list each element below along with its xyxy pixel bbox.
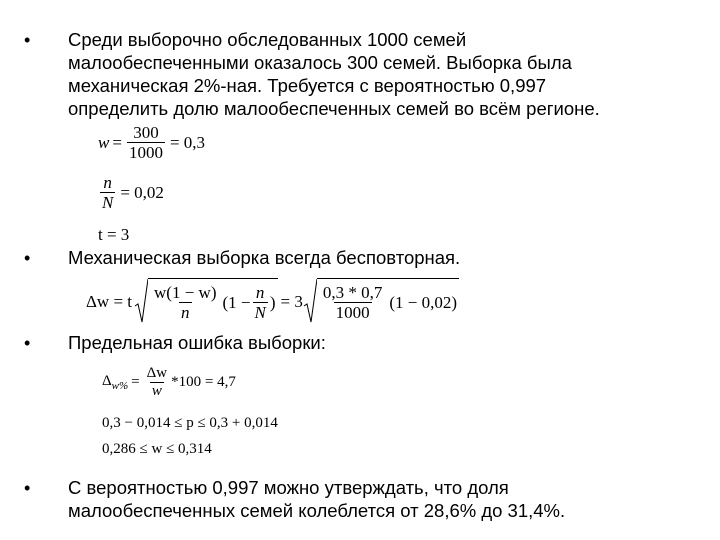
sqrt-1-fraction xyxy=(152,284,218,321)
bullet-2: • xyxy=(24,248,31,268)
formula-nN-num: n xyxy=(103,173,112,192)
paragraph-1-line-1: Среди выборочно обследованных 1000 семей xyxy=(68,29,467,50)
rel-lhs xyxy=(102,374,128,392)
rel-rest: *100 = 4,7 xyxy=(171,374,236,390)
bullet-4: • xyxy=(24,478,31,498)
rel-num: Δw xyxy=(146,365,168,381)
sqrt-1-body xyxy=(148,278,277,324)
rel-lhs-symbol: Δ xyxy=(102,372,112,389)
rel-fraction xyxy=(145,366,169,399)
formula-w xyxy=(98,124,205,161)
formula-nN-result: = 0,02 xyxy=(120,183,164,202)
formula-delta-eq2: = 3 xyxy=(280,291,303,311)
paragraph-2: Механическая выборка всегда бесповторная. xyxy=(68,247,461,268)
interval-p: 0,3 − 0,014 ≤ p ≤ 0,3 + 0,014 xyxy=(102,415,278,431)
paren-1-close: ) xyxy=(269,293,276,312)
formula-delta-w xyxy=(86,278,459,324)
sqrt-1-sign-icon xyxy=(134,278,148,324)
formula-w-lhs: w xyxy=(98,133,110,152)
paragraph-4-line-1: С вероятностью 0,997 можно утверждать, что доля xyxy=(68,477,509,498)
paren-1-fraction xyxy=(253,284,268,321)
sqrt-2-body xyxy=(317,278,459,324)
formula-w-result: = 0,3 xyxy=(169,133,206,152)
paragraph-1-line-2: малообеспеченными оказалось 300 семей. Выборка была xyxy=(68,52,572,73)
rel-eq: = xyxy=(131,374,140,390)
sqrt-2 xyxy=(303,278,459,324)
paren-2: (1 − 0,02) xyxy=(389,293,458,312)
sqrt-1 xyxy=(134,278,277,324)
formula-n-over-N xyxy=(98,174,164,211)
rel-den: w xyxy=(151,383,162,399)
paragraph-1-line-4: определить долю малообеспеченных семей во всём регионе. xyxy=(68,98,600,119)
rel-lhs-sub: w% xyxy=(111,379,129,392)
formula-w-num: 300 xyxy=(133,123,159,142)
paragraph-3: Предельная ошибка выборки: xyxy=(68,332,326,353)
formula-t: t = 3 xyxy=(98,225,130,244)
paragraph-4-line-2: малообеспеченных семей колеблется от 28,6% до 31,4%. xyxy=(68,500,566,521)
formula-nN-den: N xyxy=(102,193,114,212)
paren-1-open: (1 − xyxy=(222,293,251,312)
paragraph-1 xyxy=(68,28,708,120)
formula-nN-fraction xyxy=(100,174,115,211)
formula-w-fraction xyxy=(127,124,165,161)
paren-1-num: n xyxy=(255,283,265,302)
formula-w-eq: = xyxy=(112,133,122,152)
bullet-1: • xyxy=(24,30,31,50)
bullet-3: • xyxy=(24,333,31,353)
paragraph-4 xyxy=(68,476,708,522)
sqrt-2-num: 0,3 * 0,7 xyxy=(322,283,383,302)
paren-1-den: N xyxy=(254,303,266,322)
formula-delta-lhs: Δw = t xyxy=(86,291,133,311)
formula-w-den: 1000 xyxy=(128,143,163,162)
sqrt-1-den: n xyxy=(181,303,190,322)
sqrt-2-sign-icon xyxy=(303,278,317,324)
sqrt-2-fraction xyxy=(321,284,385,321)
paragraph-1-line-3: механическая 2%-ная. Требуется с вероятностью 0,997 xyxy=(68,75,547,96)
interval-w: 0,286 ≤ w ≤ 0,314 xyxy=(102,441,212,457)
formula-relative-error xyxy=(102,366,236,399)
sqrt-1-num: w(1 − w) xyxy=(154,283,217,302)
sqrt-2-den: 1000 xyxy=(335,303,370,322)
